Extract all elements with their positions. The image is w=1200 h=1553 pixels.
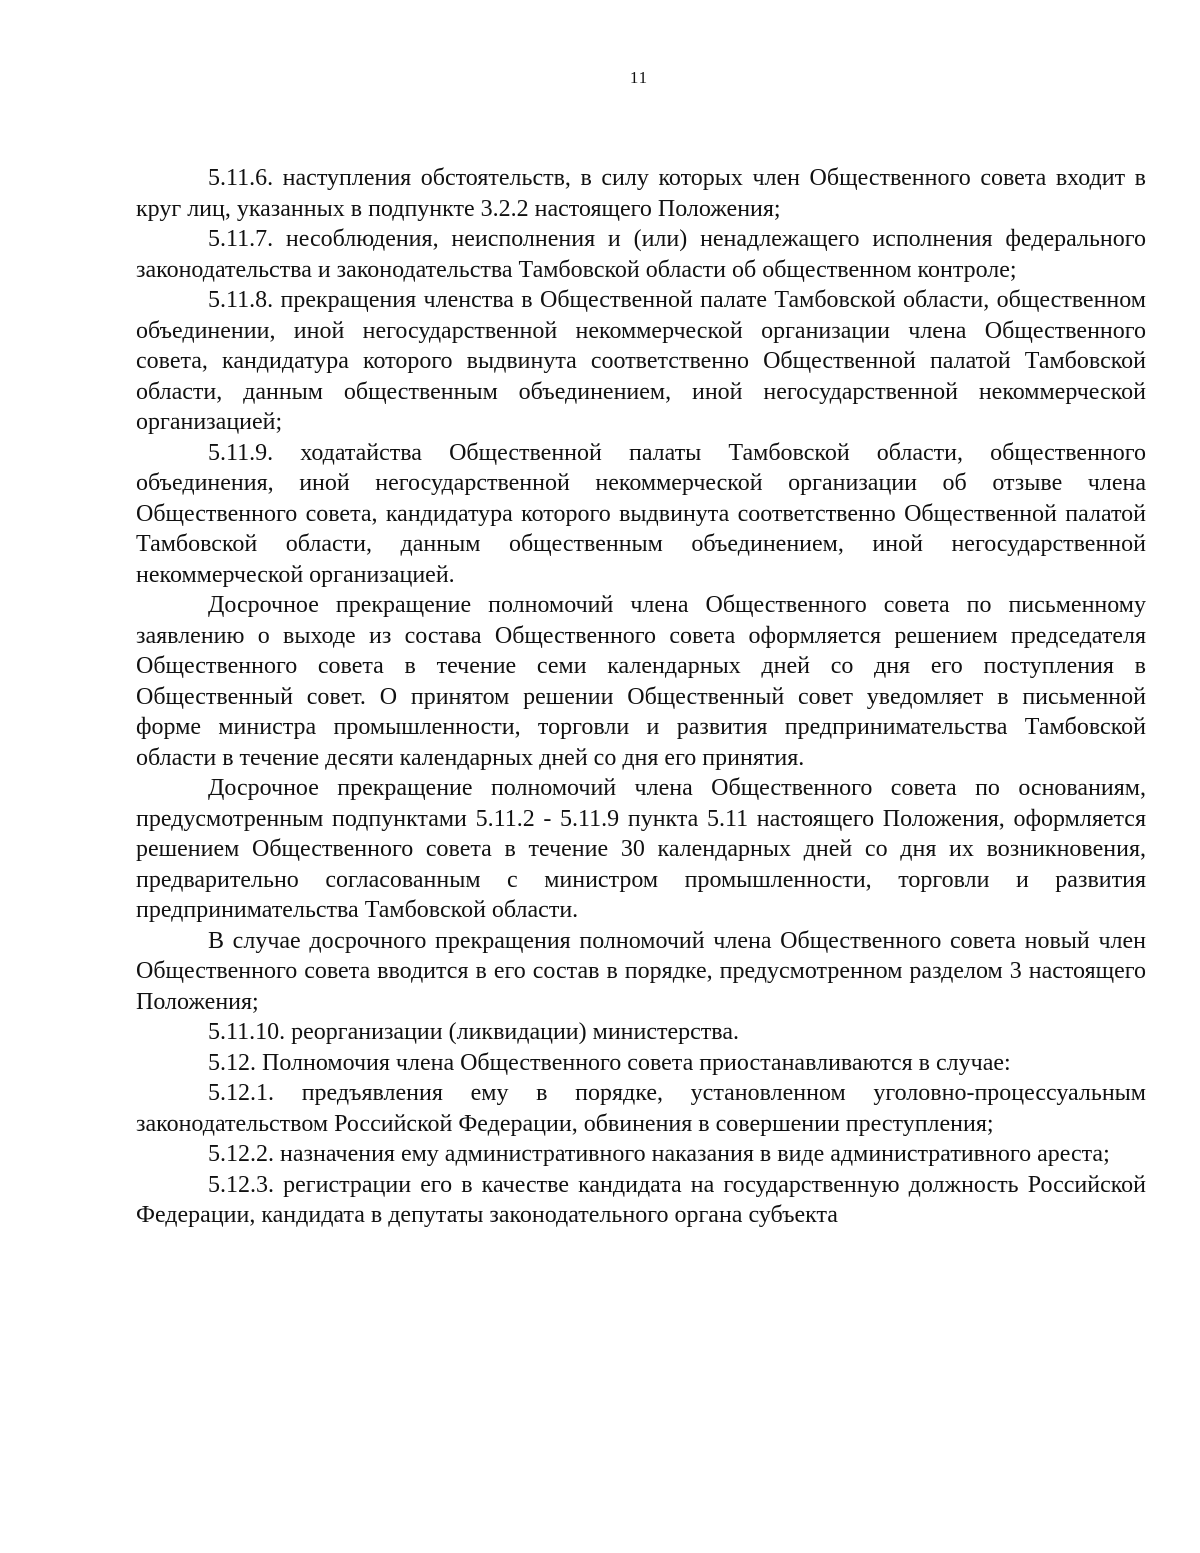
paragraph-early-termination-by-application: Досрочное прекращение полномочий члена Общественного совета по письменному заявлению о выходе из состава Общественного совета оформляется решением председателя Общественного совета в течение семи календарных дней со дня его поступления в Общественный совет. О принятом решении Общественный совет уведомляет в письменной форме министра промышленности, торговли и развития предпринимательства Тамбовской области в течение десяти календарных дней со дня его принятия.: [136, 592, 1146, 771]
document-body: [136, 163, 1146, 1231]
paragraph-5-12-3: 5.12.3. регистрации его в качестве кандидата на государственную должность Российской Федерации, кандидата в депутаты законодательного органа субъекта: [136, 1171, 1146, 1228]
paragraph-new-member-introduction: В случае досрочного прекращения полномочий члена Общественного совета новый член Общественного совета вводится в его состав в порядке, предусмотренном разделом 3 настоящего Положения;: [136, 927, 1146, 1015]
paragraph-5-11-8: 5.11.8. прекращения членства в Общественной палате Тамбовской области, общественном объединении, иной негосударственной некоммерческой организации члена Общественного совета, кандидатура которого выдвинута соответственно Общественной палатой Тамбовской области, данным общественным объединением, иной негосударственной некоммерческой организацией;: [136, 287, 1146, 435]
paragraph-5-11-10: 5.11.10. реорганизации (ликвидации) министерства.: [208, 1019, 739, 1045]
paragraph-5-12-1: 5.12.1. предъявления ему в порядке, установленном уголовно-процессуальным законодательством Российской Федерации, обвинения в совершении преступления;: [136, 1080, 1146, 1137]
paragraph-early-termination-by-grounds: Досрочное прекращение полномочий члена Общественного совета по основаниям, предусмотренным подпунктами 5.11.2 - 5.11.9 пункта 5.11 настоящего Положения, оформляется решением Общественного совета в течение 30 календарных дней со дня их возникновения, предварительно согласованным с министром промышленности, торговли и развития предпринимательства Тамбовской области.: [136, 775, 1146, 923]
paragraph-5-11-7: 5.11.7. несоблюдения, неисполнения и (или) ненадлежащего исполнения федерального законодательства и законодательства Тамбовской области об общественном контроле;: [136, 226, 1146, 283]
paragraph-5-12: 5.12. Полномочия члена Общественного совета приостанавливаются в случае:: [208, 1049, 1011, 1076]
paragraph-5-11-6: 5.11.6. наступления обстоятельств, в силу которых член Общественного совета входит в круг лиц, указанных в подпункте 3.2.2 настоящего Положения;: [136, 165, 1146, 222]
page-number: 11: [629, 68, 649, 87]
paragraph-5-11-9: 5.11.9. ходатайства Общественной палаты Тамбовской области, общественного объединения, иной негосударственной некоммерческой организации об отзыве члена Общественного совета, кандидатура которого выдвинута соответственно Общественной палатой Тамбовской области, данным общественным объединением, иной негосударственной некоммерческой организацией.: [136, 439, 1146, 588]
paragraph-5-12-2: 5.12.2. назначения ему административного наказания в виде административного ареста;: [208, 1141, 1110, 1167]
